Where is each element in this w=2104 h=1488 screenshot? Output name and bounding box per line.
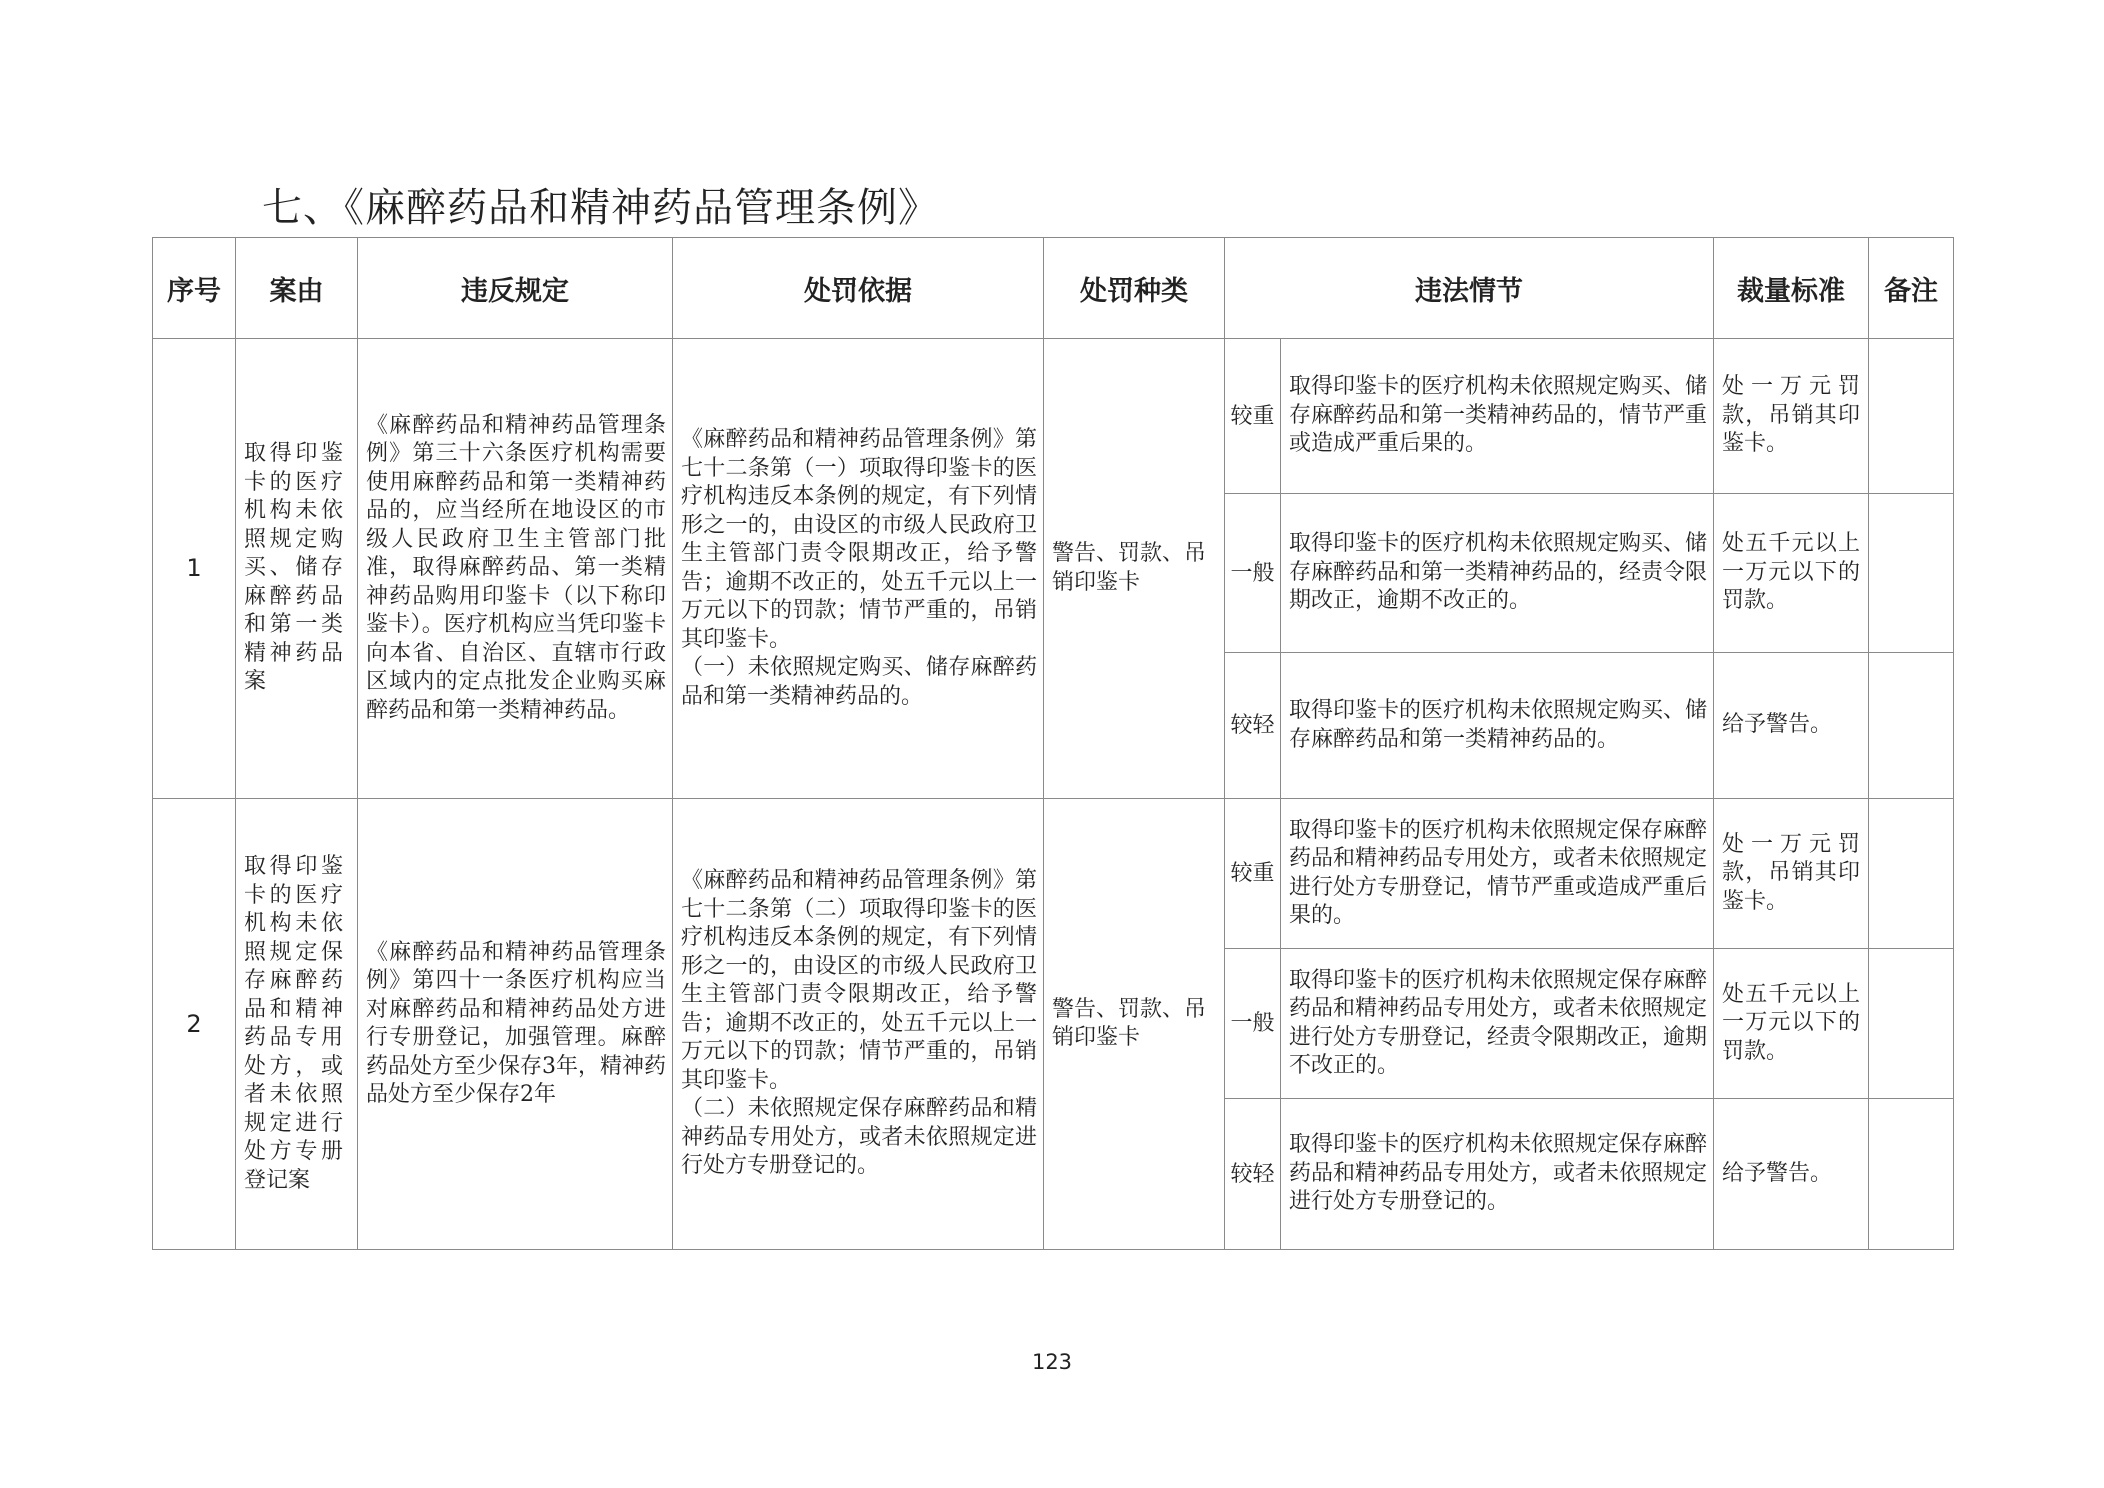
level-standard: 处五千元以上一万元以下的罚款。: [1714, 949, 1869, 1099]
level-label: [1225, 653, 1281, 799]
row-penalty-type: 警告、罚款、吊销印鉴卡: [1044, 339, 1225, 799]
level-note: [1869, 653, 1954, 799]
basis-text: 《麻醉药品和精神药品管理条例》第七十二条第（一）项取得印鉴卡的医疗机构违反本条例的规定，有下列情形之一的，由设区的市级人民政府卫生主管部门责令限期改正，给予警告；逾期不改正的，处五千元以上一万元以下的罚款；情节严重的，吊销其印鉴卡。: [681, 427, 1037, 652]
row-penalty-basis: [673, 799, 1044, 1250]
table-row: [153, 339, 1954, 494]
header-standard: 裁量标准: [1714, 238, 1869, 339]
level-note: [1869, 949, 1954, 1099]
level-detail: 取得印鉴卡的医疗机构未依照规定购买、储存麻醉药品和第一类精神药品的。: [1281, 653, 1714, 799]
level-label: [1225, 949, 1281, 1099]
row-penalty-type: 警告、罚款、吊销印鉴卡: [1044, 799, 1225, 1250]
level-standard: 处五千元以上一万元以下的罚款。: [1714, 494, 1869, 653]
row-violated-rule: 《麻醉药品和精神药品管理条例》第三十六条医疗机构需要使用麻醉药品和第一类精神药品的，应当经所在地设区的市级人民政府卫生主管部门批准，取得麻醉药品、第一类精神药品购用印鉴卡（以下称印鉴卡）。医疗机构应当凭印鉴卡向本省、自治区、直辖市行政区域内的定点批发企业购买麻醉药品和第一类精神药品。: [358, 339, 673, 799]
level-detail: 取得印鉴卡的医疗机构未依照规定购买、储存麻醉药品和第一类精神药品的，情节严重或造成严重后果的。: [1281, 339, 1714, 494]
level-note: [1869, 1099, 1954, 1250]
level-detail: 取得印鉴卡的医疗机构未依照规定保存麻醉药品和精神药品专用处方，或者未依照规定进行处方专册登记的。: [1281, 1099, 1714, 1250]
level-text: 较重: [1230, 861, 1275, 886]
level-text: 较轻: [1230, 713, 1275, 738]
level-note: [1869, 799, 1954, 949]
row-case: 取得印鉴卡的医疗机构未依照规定购买、储存麻醉药品和第一类精神药品案: [236, 339, 358, 799]
basis-item: （二）未依照规定保存麻醉药品和精神药品专用处方，或者未依照规定进行处方专册登记的。: [681, 1096, 1037, 1179]
level-standard: 处一万元罚款，吊销其印鉴卡。: [1714, 799, 1869, 949]
level-detail: 取得印鉴卡的医疗机构未依照规定保存麻醉药品和精神药品专用处方，或者未依照规定进行处方专册登记，情节严重或造成严重后果的。: [1281, 799, 1714, 949]
level-standard: 处一万元罚款，吊销其印鉴卡。: [1714, 339, 1869, 494]
level-standard: 给予警告。: [1714, 653, 1869, 799]
page-number: 123: [1031, 1350, 1073, 1374]
level-text: 一般: [1230, 560, 1275, 586]
page-title: 七、《麻醉药品和精神药品管理条例》: [262, 185, 939, 231]
level-detail: 取得印鉴卡的医疗机构未依照规定购买、储存麻醉药品和第一类精神药品的，经责令限期改正，逾期不改正的。: [1281, 494, 1714, 653]
level-label: [1225, 799, 1281, 949]
level-text: 较轻: [1230, 1161, 1275, 1187]
row-index: 2: [153, 799, 236, 1250]
row-penalty-basis: [673, 339, 1044, 799]
level-detail: 取得印鉴卡的医疗机构未依照规定保存麻醉药品和精神药品专用处方，或者未依照规定进行处方专册登记，经责令限期改正，逾期不改正的。: [1281, 949, 1714, 1099]
header-circumstances: 违法情节: [1225, 238, 1714, 339]
header-case: 案由: [236, 238, 358, 339]
header-note: 备注: [1869, 238, 1954, 339]
row-case: 取得印鉴卡的医疗机构未依照规定保存麻醉药品和精神药品专用处方，或者未依照规定进行处方专册登记案: [236, 799, 358, 1250]
header-row: [153, 238, 1954, 339]
level-text: 较重: [1230, 403, 1275, 429]
level-label: [1225, 494, 1281, 653]
header-penalty-type: 处罚种类: [1044, 238, 1225, 339]
level-standard: 给予警告。: [1714, 1099, 1869, 1250]
level-text: 一般: [1230, 1011, 1275, 1036]
basis-text: 《麻醉药品和精神药品管理条例》第七十二条第（二）项取得印鉴卡的医疗机构违反本条例的规定，有下列情形之一的，由设区的市级人民政府卫生主管部门责令限期改正，给予警告；逾期不改正的，处五千元以上一万元以下的罚款；情节严重的，吊销其印鉴卡。: [681, 868, 1037, 1093]
table-row: [153, 799, 1954, 949]
row-violated-rule: 《麻醉药品和精神药品管理条例》第四十一条医疗机构应当对麻醉药品和精神药品处方进行专册登记，加强管理。麻醉药品处方至少保存3年，精神药品处方至少保存2年: [358, 799, 673, 1250]
row-index: 1: [153, 339, 236, 799]
level-label: [1225, 1099, 1281, 1250]
level-note: [1869, 339, 1954, 494]
basis-item: （一）未依照规定购买、储存麻醉药品和第一类精神药品的。: [681, 655, 1037, 709]
header-index: 序号: [153, 238, 236, 339]
header-violated-rule: 违反规定: [358, 238, 673, 339]
level-note: [1869, 494, 1954, 653]
level-label: [1225, 339, 1281, 494]
penalty-table: [152, 237, 1954, 1250]
header-penalty-basis: 处罚依据: [673, 238, 1044, 339]
